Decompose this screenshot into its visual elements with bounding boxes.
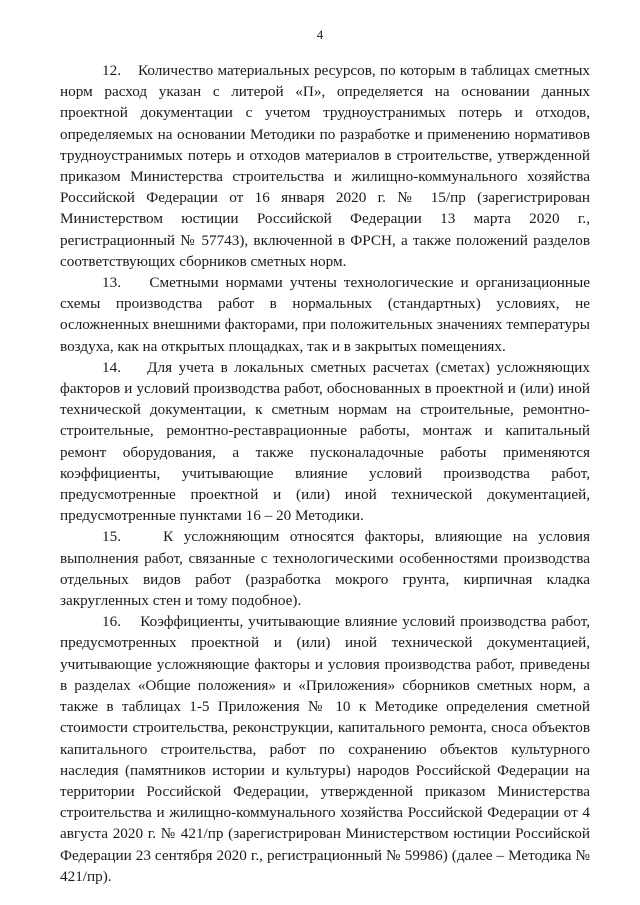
document-body xyxy=(60,60,590,887)
paragraph-16: 16. Коэффициенты, учитывающие влияние условий производства работ, предусмотренных проектной и (или) иной технической документацией, учитывающие усложняющие факторы и условия производства работ, приведены в разделах «Общие положения» и «Приложения» сборников сметных норм, а также в таблицах 1-5 Приложения № 10 к Методике определения сметной стоимости строительства, реконструкции, капитального ремонта, сноса объектов капитального строительства, работ по сохранению объектов культурного наследия (памятников истории и культуры) народов Российской Федерации на территории Российской Федерации, утвержденной приказом Министерства строительства и жилищно-коммунального хозяйства Российской Федерации от 4 августа 2020 г. № 421/пр (зарегистрирован Министерством юстиции Российской Федерации 23 сентября 2020 г., регистрационный № 59986) (далее – Методика № 421/пр). xyxy=(60,613,590,885)
paragraph-13: 13. Сметными нормами учтены технологические и организационные схемы производства работ в нормальных (стандартных) условиях, не осложненных внешними факторами, при положительных значениях температуры воздуха, как на открытых площадках, так и в закрытых помещениях. xyxy=(60,274,590,355)
paragraph-12: 12. Количество материальных ресурсов, по которым в таблицах сметных норм расход указан с литерой «П», определяется на основании данных проектной документации с учетом трудноустранимых потерь и отходов, определяемых на основании Методики по разработке и применению нормативов трудноустранимых потерь и отходов материалов в строительстве, утвержденной приказом Министерства строительства и жилищно-коммунального хозяйства Российской Федерации от 16 января 2020 г. № 15/пр (зарегистрирован Министерством юстиции Российской Федерации 13 марта 2020 г., регистрационный № 57743), включенной в ФРСН, а также положений разделов соответствующих сборников сметных норм. xyxy=(60,62,590,270)
paragraph-15: 15. К усложняющим относятся факторы, влияющие на условия выполнения работ, связанные с технологическими особенностями производства отдельных видов работ (разработка мокрого грунта, кирпичная кладка закругленных стен и тому подобное). xyxy=(60,528,590,610)
paragraph-14: 14. Для учета в локальных сметных расчетах (сметах) усложняющих факторов и условий производства работ, обоснованных в проектной и (или) иной технической документации, к сметным нормам на строительные, ремонтно-строительные, ремонтно-реставрационные работы, монтаж и капитальный ремонт оборудования, а также пусконаладочные работы применяются коэффициенты, учитывающие влияние условий производства работ, предусмотренные проектной и (или) иной технической документацией, предусмотренные пунктами 16 – 20 Методики. xyxy=(60,358,590,525)
page-number: 4 xyxy=(316,27,324,42)
